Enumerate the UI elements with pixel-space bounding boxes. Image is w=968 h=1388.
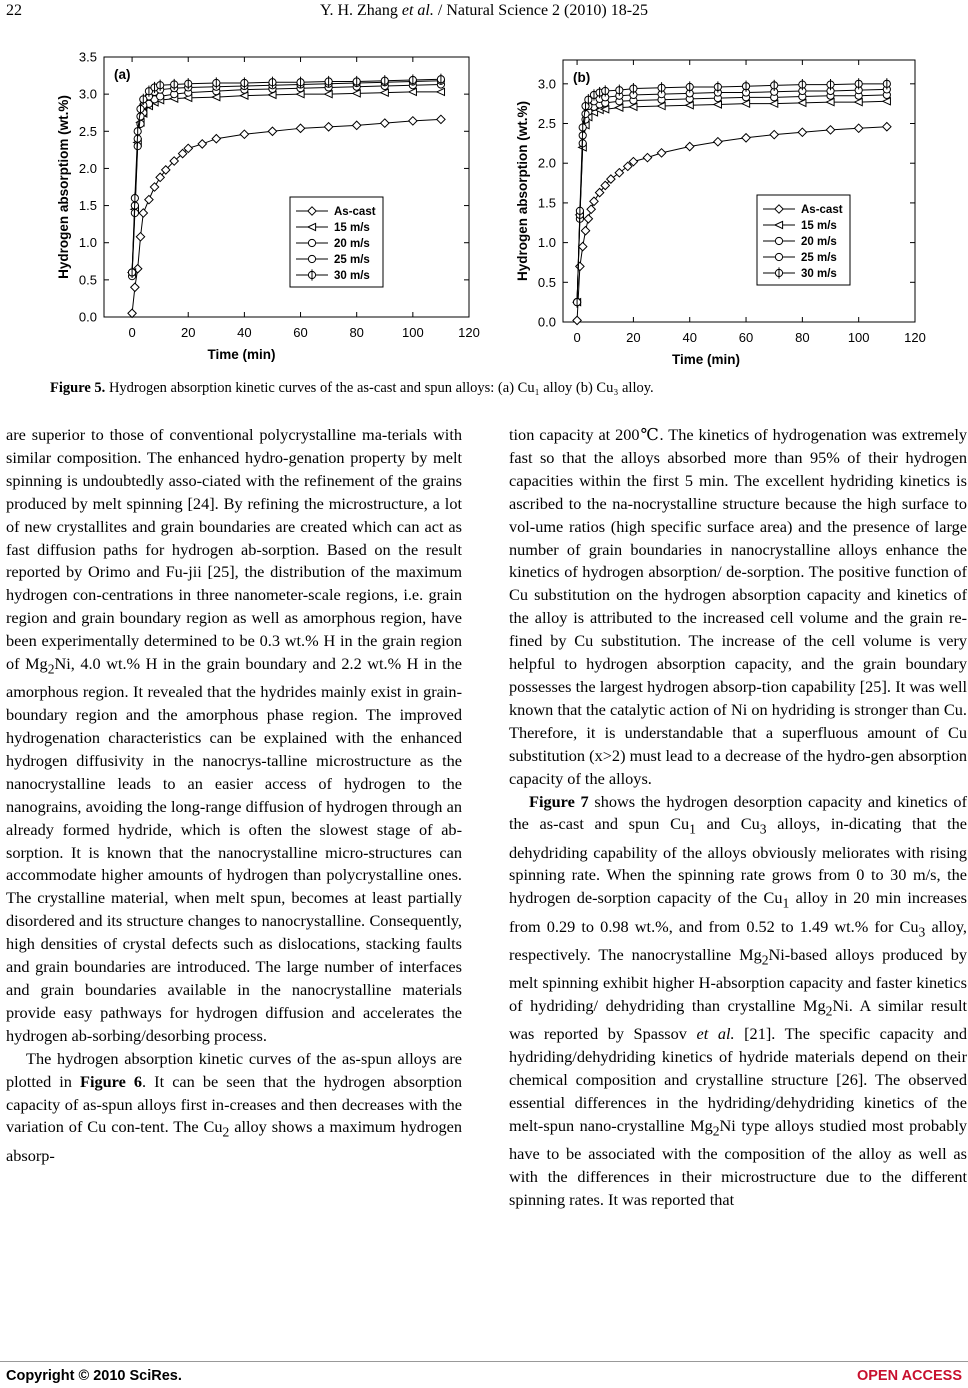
data-point xyxy=(437,88,445,95)
series-line xyxy=(132,92,441,273)
right-column-paragraph-1: tion capacity at 200℃. The kinetics of hydrogenation was extremely fast so that the alloys absorbed more than 95% of their hydrogen capacities within the first 5 min. The excellent hydriding kinetics is ascribed to the na-nocrystalline structure because the high surface to vol-ume ratios (high specific surface area) and the presence of large number of grain boundaries in nanocrystalline alloys enhance the kinetics of hydrogen absorption/ de-sorption. The positive function of Cu substitution on the hydrogen absorption capacity and kinetics of the alloy is attributed to the increased cell volume and the grain re-fined by Cu substitution. The increase of the cell volume is very helpful to hydrogen absorption capacity, and the grain boundary possesses the largest hydrogen absorp-tion capability [25]. It was well known that the catalytic action of Ni on hydriding is stronger than Cu. Therefore, it is understandable that a superfluous amount of Cu substitution (x>2) must lead to a decrease of the hydro-gen absorption capacity of the alloys. xyxy=(509,425,967,788)
legend-label: 15 m/s xyxy=(801,220,837,232)
data-point xyxy=(131,283,139,291)
legend xyxy=(290,197,383,287)
data-point xyxy=(714,138,722,146)
x-tick-label: 40 xyxy=(682,330,697,345)
x-tick-label: 60 xyxy=(293,325,308,340)
data-point xyxy=(136,233,144,241)
legend-label: 30 m/s xyxy=(334,270,370,282)
running-head xyxy=(0,2,968,20)
series-line xyxy=(132,84,441,276)
x-axis-label: Time (min) xyxy=(207,347,276,362)
left-column-paragraph-1: are superior to those of conventional polycrystalline ma-terials with similar composition. The enhanced hydro-genation property by melt spinning is undoubtedly asso-ciated with the refinement of the grains produced by melt spinning [24]. By refining the microstructure, a lot of new crystallites and grain boundaries are created which can act as fast diffusion paths for hydrogen ab-sorption. Based on the result reported by Orimo and Fu-jii [25], the distribution of the maximum hydrogen con-centrations in three nanometer-scale regions, i.e. grain region and grain boundary region as well as amorphous region, have been experimentally determined to be 0.3 wt.% H in the grain region of $Mg_2Ni$, 4.0 wt.% H in the grain boundary and 2.2 wt.% H in the amorphous region. It revealed that the hydrides mainly exist in grain-boundary region and the amorphous phase region. The improved hydrogenation characteristics can be explained with the enhanced hydrogen diffusivity in the nanocrys-talline microstructure as the nanocrystalline leads to an easier access of hydrogen to the nanograins, avoiding the long-range diffusion of hydrogen through an already formed hydride, which is often the slowest stage of ab-sorption. It is known that the nanocrystalline micro-structures can accommodate higher amounts of hydrogen than polycrystalline ones. The crystalline material, when melt spun, becomes at least partially disordered and its structure changes to nanocrystalline. Consequently, high densities of crystal defects such as dislocations, stacking faults and grain boundaries are introduced. The large number of interfaces and grain boundaries available in the nanocrystalline materials provide easy pathways for hydrogen diffusion and accelerates the hydrogen ab-sorbing/desorbing process. xyxy=(6,425,463,1045)
data-point xyxy=(268,127,276,135)
y-tick-label: 0.0 xyxy=(537,314,556,330)
data-point xyxy=(212,135,220,143)
data-point xyxy=(198,140,206,148)
y-tick-label: 2.0 xyxy=(78,160,97,176)
data-point xyxy=(883,122,891,130)
series-line xyxy=(132,119,441,313)
caption-text: Hydrogen absorption kinetic curves of the as-cast and spun alloys: (a) Cu₁ alloy (b) Cu₃ alloy. xyxy=(105,380,654,396)
data-point xyxy=(240,130,248,138)
data-point xyxy=(573,316,581,324)
x-tick-label: 0 xyxy=(573,330,581,345)
data-point xyxy=(324,123,332,131)
legend-label: 20 m/s xyxy=(334,238,370,250)
legend-marker xyxy=(775,237,782,244)
series-0 xyxy=(128,115,445,317)
x-tick-label: 20 xyxy=(180,325,196,340)
data-point xyxy=(150,183,158,191)
data-point xyxy=(325,91,333,98)
data-point xyxy=(770,130,778,138)
panel-label: (b) xyxy=(573,70,591,85)
data-point xyxy=(579,242,587,250)
data-point xyxy=(128,309,136,317)
data-point xyxy=(353,90,361,97)
data-point xyxy=(686,142,694,150)
x-tick-label: 100 xyxy=(847,330,870,345)
running-head-journal: / Natural Science 2 (2010) 18-25 xyxy=(433,2,649,19)
data-point xyxy=(584,215,592,223)
figure-caption xyxy=(50,380,950,397)
data-point xyxy=(409,117,417,125)
data-point xyxy=(590,197,598,205)
x-tick-label: 80 xyxy=(795,330,810,345)
y-tick-label: 1.5 xyxy=(537,195,556,211)
x-tick-label: 20 xyxy=(626,330,641,345)
y-tick-label: 1.0 xyxy=(537,235,556,251)
legend-label: 30 m/s xyxy=(801,268,837,280)
y-tick-label: 0.5 xyxy=(537,274,556,290)
footer-rule xyxy=(0,1361,968,1362)
x-tick-label: 40 xyxy=(237,325,252,340)
data-point xyxy=(854,124,862,132)
legend-label: 25 m/s xyxy=(334,254,370,266)
legend-label: 25 m/s xyxy=(801,252,837,264)
x-tick-label: 60 xyxy=(738,330,754,345)
data-point xyxy=(742,134,750,142)
y-tick-label: 1.5 xyxy=(78,198,97,214)
data-point xyxy=(381,119,389,127)
data-point xyxy=(643,153,651,161)
y-tick-label: 2.5 xyxy=(537,116,556,132)
x-tick-label: 0 xyxy=(128,325,136,340)
data-point xyxy=(576,262,584,270)
legend-marker xyxy=(308,255,315,262)
data-point xyxy=(657,149,665,157)
y-tick-label: 2.0 xyxy=(537,155,556,171)
left-column-paragraph-2: The hydrogen absorption kinetic curves of the as-spun alloys are plotted in Figure 6. It can be seen that the hydrogen absorption capacity of as-spun alloys first in-creases and then decreases with the variation of Cu con-tent. The $Cu_2$ alloy shows a maximum hydrogen absorp- xyxy=(6,1048,462,1165)
running-head-etal: et al. xyxy=(401,2,434,19)
y-tick-label: 3.0 xyxy=(78,86,97,102)
series-line xyxy=(132,81,441,273)
running-head-authors: Y. H. Zhang xyxy=(319,2,402,19)
chart-panel-a xyxy=(56,50,480,363)
data-point xyxy=(352,121,360,129)
body-column-right xyxy=(509,424,967,1211)
legend-marker xyxy=(775,253,782,260)
data-point xyxy=(587,205,595,213)
data-point xyxy=(139,209,147,217)
page-number: 22 xyxy=(6,2,22,19)
right-column-paragraph-2: Figure 7 shows the hydrogen desorption capacity and kinetics of the as-cast and spun $Cu_1$ and $Cu_3$ alloys, in-dicating that the dehydriding capability of the alloys obviously meliorates with rising spinning rate. When the spinning rate grows from 0 to 30 m/s, the hydrogen de-sorption capacity of the $Cu_1$ alloy in 20 min increases from 0.29 to 0.98 wt.%, and from 0.52 to 1.49 wt.% for $Cu_3$ alloy, respectively. The nanocrystalline $Mg_2Ni$-based alloys produced by melt spinning exhibit higher H-absorption capacity and faster kinetics of hydriding/ dehydriding than crystalline $Mg_2Ni$. A similar result was reported by Spassov et al. [21]. The specific capacity and hydriding/dehydriding kinetics of hydride materials depend on their chemical composition and crystalline structure [26]. The observed essential differences in the hydriding/dehydriding kinetics of the melt-spun nano-crystalline $Mg_2Ni$ type alloys studied most probably have to be associated with the composition of the alloy as well as with the differences in their microstructure due to the different spinning rates. It was reported that xyxy=(509,791,968,1209)
legend xyxy=(757,195,850,285)
legend-marker xyxy=(308,239,315,246)
data-point xyxy=(581,226,589,234)
data-point xyxy=(145,195,153,203)
x-axis-label: Time (min) xyxy=(671,352,741,367)
data-point xyxy=(409,88,417,95)
series-2 xyxy=(128,81,444,280)
y-tick-label: 0.5 xyxy=(78,272,97,288)
series-line xyxy=(132,79,441,272)
figure-5 xyxy=(0,40,968,380)
footer-copyright: Copyright © 2010 SciRes. xyxy=(6,1368,182,1384)
y-axis-label: Hydrogen absorptiom (wt.%) xyxy=(56,95,71,279)
panel-label: (a) xyxy=(114,67,131,82)
body-column-left xyxy=(6,424,462,1168)
legend-label: As-cast xyxy=(801,204,843,216)
legend-label: As-cast xyxy=(334,206,376,218)
data-point xyxy=(296,124,304,132)
caption-label: Figure 5. xyxy=(50,380,106,396)
data-point xyxy=(437,115,445,123)
series-3 xyxy=(128,77,444,276)
y-tick-label: 2.5 xyxy=(78,123,97,139)
legend-label: 15 m/s xyxy=(334,222,370,234)
y-axis-label: Hydrogen absorption (wt.%) xyxy=(515,101,530,281)
y-tick-label: 0.0 xyxy=(78,309,97,325)
data-point xyxy=(131,193,138,204)
chart-panel-b xyxy=(515,60,926,367)
data-point xyxy=(798,128,806,136)
legend-label: 20 m/s xyxy=(801,236,837,248)
x-tick-label: 120 xyxy=(904,330,926,345)
data-point xyxy=(381,89,389,96)
y-tick-label: 3.5 xyxy=(78,49,97,65)
x-tick-label: 80 xyxy=(349,325,364,340)
series-1 xyxy=(128,88,445,276)
x-tick-label: 100 xyxy=(401,325,424,340)
data-point xyxy=(615,169,623,177)
footer-open-access: OPEN ACCESS xyxy=(856,1368,962,1384)
data-point xyxy=(826,126,834,134)
y-tick-label: 1.0 xyxy=(78,235,97,251)
data-point xyxy=(573,297,580,308)
series-4 xyxy=(128,74,444,278)
data-point xyxy=(156,173,164,181)
y-tick-label: 3.0 xyxy=(537,76,556,92)
x-tick-label: 120 xyxy=(458,325,480,340)
